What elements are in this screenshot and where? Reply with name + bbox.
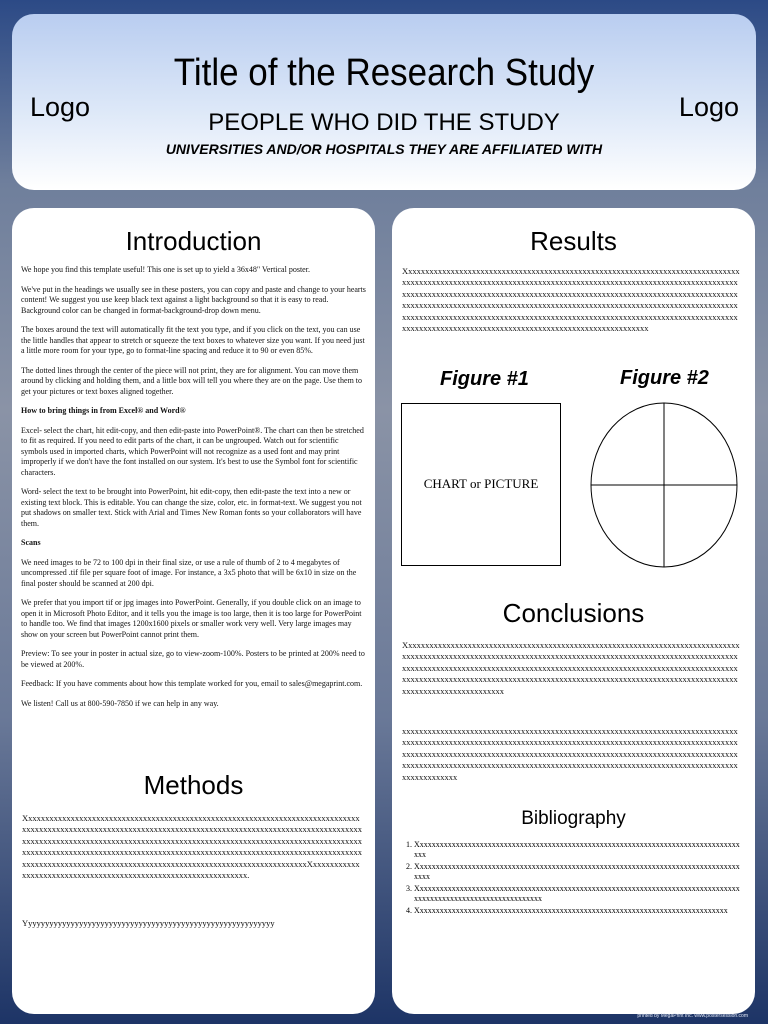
chart-placeholder-box xyxy=(401,403,561,566)
intro-paragraph: Word- select the text to be brought into PowerPoint, hit edit-copy, then edit-paste the text into a new or existing text block. This is editable. You can change the size, color, etc. in format-text. We suggest you not put shadows on smaller text. Stick with Arial and Times New Roman fonts so your collaborators will have them. xyxy=(21,487,362,528)
footer-credit: printed by MegaPrint Inc. www.postersession.com xyxy=(637,1013,748,1019)
methods-text: XxxxxxxxxxxxxxxxxxxxxxxxxxxxxxxxxxxxxxxxxxxxxxxxxxxxxxxxxxxxxxxxxxxxxxxxxxxxxxxxxxxxxxxxxxxxxxxxxxxxxxxxxxxxxxxxxxxxxxxxxxxxxxxxxxxxxxxxxxxxxxxxxxxxxxxxxxxxxxxxxxxxxxxxxxxxxxxxxxxxxxxxxxxxxxxxxxxxxxxxxxxxxxxxxxxxxxxxxxxxxxxxxxxxxxxxxxxxxxxxxxxxxxxxxxxxxxxxxxxxxxxxxxxxxxxxxxxxxxxxxxxxxxxxxxxxxxxxxxxxxxxxxxxxxxxxxxxxxxxxxxxxxxxxxxxxxxxxxxxxxxxxxxxxxxxxxxxxxxxxxxxxxxxxxxxxxxxxxxxxxxxxxxXxxxxxxxxxxxxxxxxxxxxxxxxxxxxxxxxxxxxxxxxxxxxxxxxxxxxxxxxxxxxxxxx. xyxy=(22,813,362,881)
intro-paragraph: We've put in the headings we usually see in these posters, you can copy and paste and change to your hearts content! We suggest you use keep black text against a light background so that it is easy to read. Background color can be changed in format-background-drop down menu. xyxy=(21,284,366,315)
conclusions-text-2: xxxxxxxxxxxxxxxxxxxxxxxxxxxxxxxxxxxxxxxxxxxxxxxxxxxxxxxxxxxxxxxxxxxxxxxxxxxxxxxxxxxxxxxxxxxxxxxxxxxxxxxxxxxxxxxxxxxxxxxxxxxxxxxxxxxxxxxxxxxxxxxxxxxxxxxxxxxxxxxxxxxxxxxxxxxxxxxxxxxxxxxxxxxxxxxxxxxxxxxxxxxxxxxxxxxxxxxxxxxxxxxxxxxxxxxxxxxxxxxxxxxxxxxxxxxxxxxxxxxxxxxxxxxxxxxxxxxxxxxxxxxxxxxxxxxxxxxxxxxxxxxxxxxxxxxxxxxxxxxxxxxxxxxxx xyxy=(402,726,738,782)
bibliography-item: 2. Xxxxxxxxxxxxxxxxxxxxxxxxxxxxxxxxxxxxxxxxxxxxxxxxxxxxxxxxxxxxxxxxxxxxxxxxxxxxxxxxxxxxx xyxy=(414,862,742,882)
intro-subheading: Scans xyxy=(21,538,41,547)
bibliography-heading: Bibliography xyxy=(521,808,626,829)
methods-heading: Methods xyxy=(143,770,244,800)
intro-paragraph: Preview: To see your in poster in actual size, go to view-zoom-100%. Posters to be printed at 200% need to be viewed at 200%. xyxy=(21,649,365,669)
results-text: Xxxxxxxxxxxxxxxxxxxxxxxxxxxxxxxxxxxxxxxxxxxxxxxxxxxxxxxxxxxxxxxxxxxxxxxxxxxxxxxxxxxxxxxxxxxxxxxxxxxxxxxxxxxxxxxxxxxxxxxxxxxxxxxxxxxxxxxxxxxxxxxxxxxxxxxxxxxxxxxxxxxxxxxxxxxxxxxxxxxxxxxxxxxxxxxxxxxxxxxxxxxxxxxxxxxxxxxxxxxxxxxxxxxxxxxxxxxxxxxxxxxxxxxxxxxxxxxxxxxxxxxxxxxxxxxxxxxxxxxxxxxxxxxxxxxxxxxxxxxxxxxxxxxxxxxxxxxxxxxxxxxxxxxxxxxxxxxxxxxxxxxxxxxxxxxxxxxxxxxxxxxxxxxxxxxxxxxxxxxxxxxxxxxxxxxxxxxxxxxxxxxxxxxxxxxxxxxxxxxxxxxxxxxxxxxxxxxxxxxxxxxxxxxxxxxxx xyxy=(402,266,740,334)
intro-paragraph: The dotted lines through the center of the piece will not print, they are for alignment. You can move them around by clicking and holding them, and a little box will tell you where they are on the page. Use them to get your pictures or text boxes aligned together. xyxy=(21,365,363,396)
logo-right: Logo xyxy=(678,92,739,122)
bibliography-item: 3. Xxxxxxxxxxxxxxxxxxxxxxxxxxxxxxxxxxxxxxxxxxxxxxxxxxxxxxxxxxxxxxxxxxxxxxxxxxxxxxxxxxxxxxxxxxxxxxxxxxxxxxxxxxxxxxxxx xyxy=(414,884,742,904)
left-panel xyxy=(12,208,375,1014)
intro-paragraph: The boxes around the text will automatically fit the text you type, and if you click on the text, you can use the little handles that appear to stretch or squeeze the text boxes to whatever size you want. If you need just a little more room for your type, go to format-line spacing and reduce it to 90 or even 85%. xyxy=(21,325,365,355)
chart-placeholder-label: CHART or PICTURE xyxy=(423,476,539,491)
bibliography-item: 4. Xxxxxxxxxxxxxxxxxxxxxxxxxxxxxxxxxxxxxxxxxxxxxxxxxxxxxxxxxxxxxxxxxxxxxxxxxxxxxx xyxy=(414,906,742,916)
intro-paragraph: We hope you find this template useful! This one is set up to yield a 36x48" Vertical poster. xyxy=(21,265,310,274)
intro-paragraph: We prefer that you import tif or jpg images into PowerPoint. Generally, if you double click on an image to open it in Microsoft Photo Editor, and it tells you the image is too large, then it is too large for PowerPoint to handle too. We find that images 1200x1600 pixels or smaller work very well. Very large images may show on your screen but PowerPoint cannot print them. xyxy=(21,598,362,639)
intro-paragraph: We need images to be 72 to 100 dpi in their final size, or use a rule of thumb of 2 to 4 megabytes of uncompressed .tif file per square foot of image. For instance, a 3x5 photo that will be 6x10 in size on the final poster should be scanned at 200 dpi. xyxy=(21,557,357,588)
introduction-heading: Introduction xyxy=(125,226,262,256)
intro-paragraph: Excel- select the chart, hit edit-copy, and then edit-paste into PowerPoint®. The chart can then be stretched to fit as required. If you need to edit parts of the chart, it can be ungrouped. Watch out for scientific symbols used in imported charts, which PowerPoint will not recognize as a used font and may print improperly if we don't have the font installed on our system. It's best to use the Symbol font for scientific characters. xyxy=(21,425,364,477)
methods-text-y: Yyyyyyyyyyyyyyyyyyyyyyyyyyyyyyyyyyyyyyyyyyyyyyyyyyyyyyyyyyy xyxy=(22,918,275,928)
intro-subheading: How to bring things in from Excel® and Word® xyxy=(21,406,186,415)
conclusions-text-1: Xxxxxxxxxxxxxxxxxxxxxxxxxxxxxxxxxxxxxxxxxxxxxxxxxxxxxxxxxxxxxxxxxxxxxxxxxxxxxxxxxxxxxxxxxxxxxxxxxxxxxxxxxxxxxxxxxxxxxxxxxxxxxxxxxxxxxxxxxxxxxxxxxxxxxxxxxxxxxxxxxxxxxxxxxxxxxxxxxxxxxxxxxxxxxxxxxxxxxxxxxxxxxxxxxxxxxxxxxxxxxxxxxxxxxxxxxxxxxxxxxxxxxxxxxxxxxxxxxxxxxxxxxxxxxxxxxxxxxxxxxxxxxxxxxxxxxxxxxxxxxxxxxxxxxxxxxxxxxxxxxxxxxxxxxxxxxxxxxxxx xyxy=(402,640,740,696)
poster-title: Title of the Research Study xyxy=(173,52,595,94)
authors-line: PEOPLE WHO DID THE STUDY xyxy=(208,109,560,136)
figure-2-ellipse xyxy=(590,402,738,568)
figure-2-caption: Figure #2 xyxy=(620,367,709,389)
logo-left: Logo xyxy=(30,92,91,122)
results-heading: Results xyxy=(530,226,617,256)
conclusions-heading: Conclusions xyxy=(502,598,645,628)
figure-1-caption: Figure #1 xyxy=(440,368,529,390)
intro-paragraph: Feedback: If you have comments about how this template worked for you, email to sales@megaprint.com. xyxy=(21,679,363,688)
intro-paragraph: We listen! Call us at 800-590-7850 if we can help in any way. xyxy=(21,698,219,708)
right-panel xyxy=(392,208,755,1014)
header-panel xyxy=(12,14,756,190)
affiliations-line: UNIVERSITIES AND/OR HOSPITALS THEY ARE AFFILIATED WITH xyxy=(165,141,603,157)
introduction-body xyxy=(21,265,366,718)
bibliography-list xyxy=(402,840,742,918)
bibliography-item: 1. Xxxxxxxxxxxxxxxxxxxxxxxxxxxxxxxxxxxxxxxxxxxxxxxxxxxxxxxxxxxxxxxxxxxxxxxxxxxxxxxxxxxx xyxy=(414,840,742,860)
